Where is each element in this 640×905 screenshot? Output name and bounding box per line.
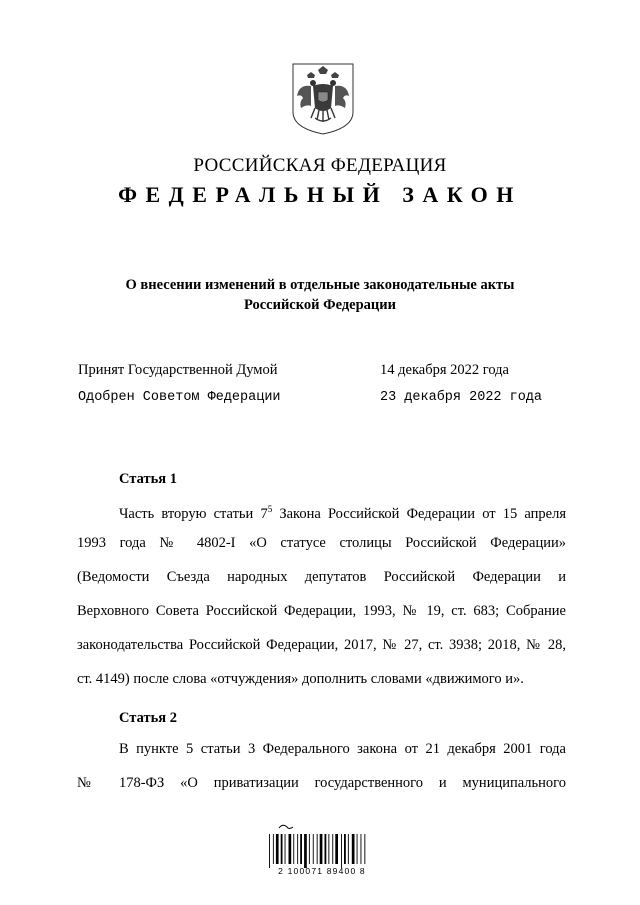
text-line: законодательства Российской Федерации, 2017, № 27, ст. 3938; 2018, № 28, [77, 637, 566, 653]
text-fragment: Часть вторую статьи 7 [119, 505, 268, 522]
law-title [90, 275, 550, 315]
article-heading: Статья 1 [119, 471, 177, 487]
coat-of-arms-icon [289, 62, 357, 136]
duma-adoption-label: Принят Государственной Думой [78, 362, 278, 378]
text-line: 1993 года № 4802-I «О статусе столицы Российской Федерации» [77, 535, 566, 551]
text-line [77, 492, 566, 526]
superscript: 5 [267, 504, 273, 514]
duma-adoption-date: 14 декабря 2022 года [380, 362, 509, 378]
barcode-number: 2 100071 89400 8 [278, 866, 366, 876]
law-title-line: Российской Федерации [243, 297, 396, 313]
text-line: № 178-ФЗ «О приватизации государственного и муниципального [77, 775, 566, 791]
text-line: ст. 4149) после слова «отчуждения» дополнить словами «движимого и». [77, 671, 524, 687]
article-heading: Статья 2 [119, 710, 177, 726]
document-type: ФЕДЕРАЛЬНЫЙ ЗАКОН [118, 182, 522, 207]
country-name: РОССИЙСКАЯ ФЕДЕРАЦИЯ [193, 155, 447, 176]
council-approval-date: 23 декабря 2022 года [380, 390, 543, 405]
article-2-text [77, 732, 566, 800]
article-1-text [77, 492, 566, 696]
law-title-line: О внесении изменений в отдельные законодательные акты [125, 277, 515, 293]
text-line: Верховного Совета Российской Федерации, 1993, № 19, ст. 683; Собрание [77, 603, 566, 619]
text-line: (Ведомости Съезда народных депутатов Российской Федерации и [77, 569, 566, 585]
text-line: В пункте 5 статьи 3 Федерального закона от 21 декабря 2001 года [119, 741, 566, 757]
text-fragment: Закона Российской Федерации от 15 апреля [272, 505, 566, 522]
council-approval-label: Одобрен Советом Федерации [78, 390, 281, 405]
